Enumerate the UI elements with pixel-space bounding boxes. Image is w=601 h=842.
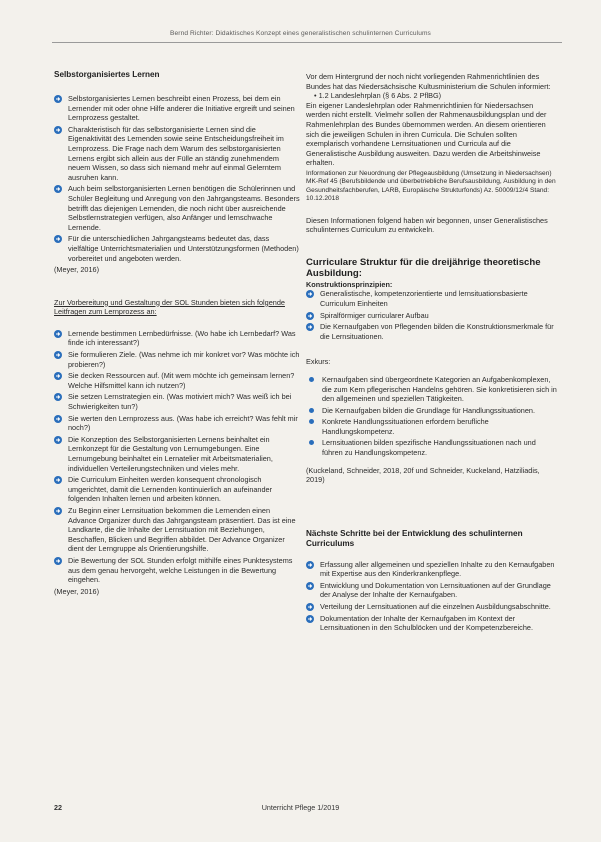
page-number: 22 bbox=[54, 803, 62, 812]
sol-intro: Zur Vorbereitung und Gestaltung der SOL Stunden bieten sich folgende Leitfragen zum Lernprozess an: bbox=[54, 297, 285, 317]
bullet-dot: • bbox=[314, 91, 319, 101]
intro-paragraph: Vor dem Hintergrund der noch nicht vorliegenden Rahmenrichtlinien des Bundes hat das Niedersächsische Kultusministerium die Schulen informiert: bbox=[306, 72, 551, 91]
arrow-bullet-icon bbox=[54, 393, 62, 401]
citation: (Kuckeland, Schneider, 2018, 20f und Schneider, Kuckeland, Hatziliadis, 2019) bbox=[306, 465, 540, 485]
list-item: Kernaufgaben sind übergeordnete Kategorien an Aufgabenkomplexen, die zum Kern pflegerischen Handelns gehören. Sie konkretisieren sich in den allgemeinen und speziellen Tätigkeiten. bbox=[306, 375, 558, 404]
arrow-bullet-icon bbox=[54, 185, 62, 193]
list-item: Sie setzen Lernstrategien ein. (Was motiviert mich? Was weiß ich bei Schwierigkeiten tun?) bbox=[54, 392, 300, 411]
arrow-bullet-icon bbox=[54, 351, 62, 359]
arrow-bullet-icon bbox=[54, 126, 62, 134]
journal-footer: Unterricht Pflege 1/2019 bbox=[261, 803, 340, 812]
arrow-bullet-icon bbox=[306, 312, 314, 320]
body-paragraph: Ein eigener Landeslehrplan oder Rahmenrichtlinien für Niedersachsen werden nicht erstellt. Vielmehr sollen der Rahmenausbildungsplan und der Rahmenlehrplan des Bundes übernommen werden. An diesem orientieren sich die jeweiligen Schulen in ihren Curricula. Die Schulen sollten exemplarisch vorhandene Lernsituationen und Curricula auf die Generalistische Ausbildung ausweiten. Dazu werden die Arbeitshinweise erhalten. bbox=[306, 100, 547, 168]
header-rule bbox=[52, 42, 562, 43]
list-item: Generalistische, kompetenzorientierte und lernsituationsbasierte Curriculum Einheiten bbox=[306, 289, 558, 308]
sol-bullet-list bbox=[54, 94, 300, 263]
list-item: Die Kernaufgaben bilden die Grundlage für Handlungssituationen. bbox=[306, 406, 558, 416]
arrow-bullet-icon bbox=[306, 323, 314, 331]
arrow-bullet-icon bbox=[54, 330, 62, 338]
source-note: Informationen zur Neuordnung der Pflegeausbildung (Umsetzung in Niedersachsen) MK-Ref 45 (Berufsbildende und überbetriebliche Berufsausbildung, Ausbildung in den Gesundheitsfachberufen, LARB, Europäische Strukturfonds) Az. 50009/12/4 Stand: 10.12.2018 bbox=[306, 169, 556, 203]
list-item: Konkrete Handlungssituationen erfordern berufliche Handlungskompetenz. bbox=[306, 417, 558, 436]
list-item: Dokumentation der Inhalte der Kernaufgaben im Kontext der Lernsituationen in den Schulblöcken und der Kompetenzbereiche. bbox=[306, 614, 558, 633]
citation: (Meyer, 2016) bbox=[54, 586, 100, 596]
dot-bullet-icon bbox=[309, 419, 314, 424]
exkurs-label: Exkurs: bbox=[306, 357, 331, 367]
list-item: Charakteristisch für das selbstorganisierte Lernen sind die Eigenaktivität des Lernenden sowie seine Entscheidungsfreiheit im Lernprozess. Die Frage nach dem Warum des selbstorganisierten Lernens ergibt sich allein aus der Fülle an ständig zunehmendem neuem Wissen, so dass sich niemand mehr auf einmal Gelerntem ausruhen kann. bbox=[54, 125, 300, 183]
next-steps-list bbox=[306, 560, 558, 633]
arrow-bullet-icon bbox=[306, 582, 314, 590]
section-heading-sol: Selbstorganisiertes Lernen bbox=[54, 70, 160, 79]
right-column bbox=[306, 72, 558, 635]
arrow-bullet-icon bbox=[54, 436, 62, 444]
principles-list bbox=[306, 289, 558, 341]
list-item: Auch beim selbstorganisierten Lernen benötigen die Schülerinnen und Schüler Begleitung und Anregung von den Jahrgangsteams. Besonders betrifft das diejenigen Lernenden, die noch nicht über ausreichende Selbstlernstrategien verfügen, also Anfänger und lernschwache Lernende. bbox=[54, 184, 300, 232]
list-item: Verteilung der Lernsituationen auf die einzelnen Ausbildungsabschnitte. bbox=[306, 602, 558, 612]
list-item: Selbstorganisiertes Lernen beschreibt einen Prozess, bei dem ein Lernender mit oder ohne Hilfe anderer die Initiative ergreift und seinen Lernprozess gestaltet. bbox=[54, 94, 300, 123]
list-item: Spiralförmiger curricularer Aufbau bbox=[306, 311, 558, 321]
list-item: Die Bewertung der SOL Stunden erfolgt mithilfe eines Punktesystems aus dem genau hervorgeht, welche Leistungen in die Bewertung eingehen. bbox=[54, 556, 300, 585]
running-head: Bernd Richter: Didaktisches Konzept eines generalistischen schulinternen Curriculums bbox=[170, 30, 431, 37]
arrow-bullet-icon bbox=[54, 372, 62, 380]
list-item: Sie formulieren Ziele. (Was nehme ich mir konkret vor? Was möchte ich probieren?) bbox=[54, 350, 300, 369]
body-paragraph-2: Diesen Informationen folgend haben wir begonnen, unser Generalistisches schulinternes Curriculum zu entwickeln. bbox=[306, 215, 548, 235]
list-item: Die Kernaufgaben von Pflegenden bilden die Konstruktionsmerkmale für die Lernsituationen. bbox=[306, 322, 558, 341]
arrow-bullet-icon bbox=[306, 561, 314, 569]
citation: (Meyer, 2016) bbox=[54, 265, 100, 275]
sol-question-list bbox=[54, 329, 300, 585]
arrow-bullet-icon bbox=[306, 615, 314, 623]
section-heading-next-steps: Nächste Schritte bei der Entwicklung des schulinternen Curriculums bbox=[306, 528, 523, 549]
reference-item: • 1.2 Landeslehrplan (§ 6 Abs. 2 PflBG) bbox=[314, 91, 442, 101]
arrow-bullet-icon bbox=[54, 415, 62, 423]
subheading-principles: Konstruktionsprinzipien: bbox=[306, 279, 393, 289]
dot-bullet-icon bbox=[309, 440, 314, 445]
list-item: Sie decken Ressourcen auf. (Mit wem möchte ich gemeinsam lernen? Welche Hilfsmittel kann ich nutzen?) bbox=[54, 371, 300, 390]
list-item: Die Curriculum Einheiten werden konsequent chronologisch umgerichtet, damit die Lernenden kontinuierlich an aufeinander folgenden Inhalten lernen und arbeiten können. bbox=[54, 475, 300, 504]
dot-bullet-icon bbox=[309, 377, 314, 382]
list-item: Für die unterschiedlichen Jahrgangsteams bedeutet das, dass vielfältige Unterrichtsmaterialien und Unterstützungsformen (Methoden) vorbereitet und angeboten werden. bbox=[54, 234, 300, 263]
arrow-bullet-icon bbox=[306, 603, 314, 611]
list-item: Lernsituationen bilden spezifische Handlungssituationen nach und führen zu Handlungskompetenz. bbox=[306, 438, 558, 457]
list-item: Entwicklung und Dokumentation von Lernsituationen auf der Grundlage der Analyse der Inhalte der Kernaufgaben. bbox=[306, 581, 558, 600]
list-item: Erfassung aller allgemeinen und speziellen Inhalte zu den Kernaufgaben mit Expertise aus den Kinderkrankenpflege. bbox=[306, 560, 558, 579]
list-item: Sie werten den Lernprozess aus. (Was habe ich erreicht? Was fehlt mir noch?) bbox=[54, 414, 300, 433]
arrow-bullet-icon bbox=[54, 557, 62, 565]
left-column bbox=[54, 70, 300, 596]
list-item: Zu Beginn einer Lernsituation bekommen die Lernenden einen Advance Organizer durch das Jahrgangsteam präsentiert. Das ist eine Landkarte, die die Inhalte der Lernsituation mit Beziehungen, Beschaffen, Blicken und Begriffen abbildet. Der Advance Organizer dient der Lerngruppe als Orientierungshilfe. bbox=[54, 506, 300, 554]
dot-bullet-icon bbox=[309, 408, 314, 413]
arrow-bullet-icon bbox=[54, 95, 62, 103]
list-item: Die Konzeption des Selbstorganisierten Lernens beinhaltet ein Lernkonzept für die Gestaltung von Lernumgebungen. Eine Lernumgebung beinhaltet ein Lernatelier mit Arbeitsmaterialien, individuellen Verteilerungstechniken und vieles mehr. bbox=[54, 435, 300, 473]
arrow-bullet-icon bbox=[54, 507, 62, 515]
arrow-bullet-icon bbox=[306, 290, 314, 298]
arrow-bullet-icon bbox=[54, 235, 62, 243]
section-heading-curriculum: Curriculare Struktur für die dreijährige theoretische Ausbildung: bbox=[306, 256, 541, 280]
list-item: Lernende bestimmen Lernbedürfnisse. (Wo habe ich Lernbedarf? Was finde ich interessant?) bbox=[54, 329, 300, 348]
arrow-bullet-icon bbox=[54, 476, 62, 484]
exkurs-list bbox=[306, 375, 558, 458]
